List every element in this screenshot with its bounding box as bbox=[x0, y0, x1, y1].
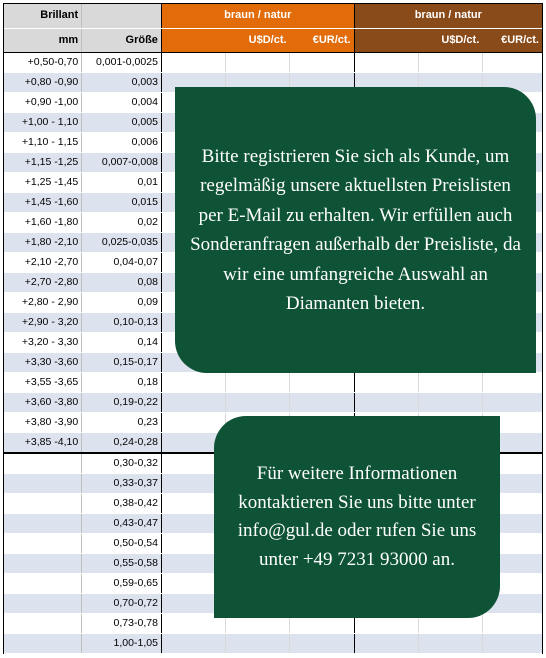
mm-cell: +0,80 -0,90 bbox=[4, 72, 82, 92]
mm-cell: +2,80 - 2,90 bbox=[4, 292, 82, 312]
mm-cell bbox=[4, 573, 82, 593]
mm-cell: +3,20 - 3,30 bbox=[4, 332, 82, 352]
group-header-braun-natur-1: braun / natur bbox=[161, 4, 354, 28]
groesse-cell: 0,50-0,54 bbox=[82, 533, 162, 553]
mm-cell bbox=[4, 593, 82, 613]
mm-cell: +1,00 - 1,10 bbox=[4, 112, 82, 132]
contact-notice-text: Für weitere Informationen kontaktieren Sie uns bitte unter info@gul.de oder rufen Sie uns unter +49 7231 93000 an. bbox=[237, 463, 477, 570]
mm-cell bbox=[4, 633, 82, 653]
groesse-cell: 0,015 bbox=[82, 192, 162, 212]
price-eur-cell bbox=[482, 613, 542, 633]
table-row bbox=[4, 392, 542, 412]
groesse-cell: 0,70-0,72 bbox=[82, 593, 162, 613]
price-cell bbox=[418, 52, 482, 72]
mm-cell bbox=[4, 453, 82, 474]
price-usd-cell bbox=[354, 633, 418, 653]
groesse-cell: 0,73-0,78 bbox=[82, 613, 162, 633]
price-cell bbox=[418, 392, 482, 412]
price-usd-cell bbox=[354, 52, 418, 72]
price-cell bbox=[418, 633, 482, 653]
groesse-cell: 0,001-0,0025 bbox=[82, 52, 162, 72]
mm-cell: +1,60 -1,80 bbox=[4, 212, 82, 232]
groesse-cell: 0,006 bbox=[82, 132, 162, 152]
groesse-cell: 0,38-0,42 bbox=[82, 493, 162, 513]
col-header-usd-2: U$D/ct. bbox=[354, 28, 482, 52]
price-eur-cell bbox=[290, 633, 355, 653]
price-eur-cell bbox=[290, 52, 355, 72]
header-row-2 bbox=[4, 28, 542, 52]
groesse-cell: 0,24-0,28 bbox=[82, 432, 162, 453]
price-cell bbox=[226, 52, 290, 72]
table-row bbox=[4, 633, 542, 653]
mm-cell: +1,45 -1,60 bbox=[4, 192, 82, 212]
price-usd-cell bbox=[161, 52, 225, 72]
groesse-cell: 0,43-0,47 bbox=[82, 513, 162, 533]
price-usd-cell bbox=[161, 372, 225, 392]
col-header-brillant: Brillant bbox=[4, 4, 82, 28]
price-cell bbox=[226, 392, 290, 412]
price-eur-cell bbox=[482, 392, 542, 412]
mm-cell: +1,10 - 1,15 bbox=[4, 132, 82, 152]
mm-cell bbox=[4, 493, 82, 513]
price-eur-cell bbox=[482, 633, 542, 653]
price-usd-cell bbox=[354, 372, 418, 392]
col-header-eur-1: €UR/ct. bbox=[290, 28, 355, 52]
groesse-cell: 0,01 bbox=[82, 172, 162, 192]
groesse-cell: 0,30-0,32 bbox=[82, 453, 162, 474]
groesse-cell: 0,59-0,65 bbox=[82, 573, 162, 593]
groesse-cell: 0,007-0,008 bbox=[82, 152, 162, 172]
groesse-cell: 1,00-1,05 bbox=[82, 633, 162, 653]
mm-cell bbox=[4, 513, 82, 533]
price-cell bbox=[226, 633, 290, 653]
price-cell bbox=[418, 372, 482, 392]
price-eur-cell bbox=[482, 52, 542, 72]
mm-cell bbox=[4, 473, 82, 493]
col-header-eur-2: €UR/ct. bbox=[482, 28, 542, 52]
groesse-cell: 0,09 bbox=[82, 292, 162, 312]
price-eur-cell bbox=[482, 372, 542, 392]
mm-cell: +3,80 -3,90 bbox=[4, 412, 82, 432]
mm-cell bbox=[4, 553, 82, 573]
price-table-sheet bbox=[3, 3, 543, 654]
col-header-mm: mm bbox=[4, 28, 82, 52]
groesse-cell: 0,10-0,13 bbox=[82, 312, 162, 332]
groesse-cell: 0,003 bbox=[82, 72, 162, 92]
groesse-cell: 0,23 bbox=[82, 412, 162, 432]
groesse-cell: 0,33-0,37 bbox=[82, 473, 162, 493]
price-usd-cell bbox=[161, 633, 225, 653]
mm-cell: +3,85 -4,10 bbox=[4, 432, 82, 453]
groesse-cell: 0,18 bbox=[82, 372, 162, 392]
col-header-blank bbox=[82, 4, 162, 28]
col-header-groesse: Größe bbox=[82, 28, 162, 52]
price-cell bbox=[226, 372, 290, 392]
mm-cell: +1,80 -2,10 bbox=[4, 232, 82, 252]
mm-cell: +1,25 -1,45 bbox=[4, 172, 82, 192]
groesse-cell: 0,55-0,58 bbox=[82, 553, 162, 573]
header-row-1 bbox=[4, 4, 542, 28]
groesse-cell: 0,14 bbox=[82, 332, 162, 352]
mm-cell: +3,60 -3,80 bbox=[4, 392, 82, 412]
groesse-cell: 0,15-0,17 bbox=[82, 352, 162, 372]
mm-cell: +2,10 -2,70 bbox=[4, 252, 82, 272]
registration-notice-text: Bitte registrieren Sie sich als Kunde, um regelmäßig unsere aktuellsten Preislisten per E-Mail zu erhalten. Wir erfüllen auch Sonderanfragen außerhalb der Preisliste, da wir eine umfangreiche Auswahl an Diamanten bieten. bbox=[190, 145, 521, 314]
groesse-cell: 0,02 bbox=[82, 212, 162, 232]
group-header-braun-natur-2: braun / natur bbox=[354, 4, 542, 28]
groesse-cell: 0,19-0,22 bbox=[82, 392, 162, 412]
groesse-cell: 0,004 bbox=[82, 92, 162, 112]
registration-notice bbox=[175, 87, 536, 373]
mm-cell bbox=[4, 613, 82, 633]
table-row bbox=[4, 372, 542, 392]
contact-notice bbox=[214, 416, 500, 618]
mm-cell: +2,70 -2,80 bbox=[4, 272, 82, 292]
mm-cell: +1,15 -1,25 bbox=[4, 152, 82, 172]
groesse-cell: 0,08 bbox=[82, 272, 162, 292]
mm-cell: +0,50-0,70 bbox=[4, 52, 82, 72]
mm-cell: +0,90 -1,00 bbox=[4, 92, 82, 112]
groesse-cell: 0,005 bbox=[82, 112, 162, 132]
mm-cell: +2,90 - 3,20 bbox=[4, 312, 82, 332]
col-header-usd-1: U$D/ct. bbox=[161, 28, 289, 52]
mm-cell: +3,30 -3,60 bbox=[4, 352, 82, 372]
groesse-cell: 0,04-0,07 bbox=[82, 252, 162, 272]
price-eur-cell bbox=[290, 372, 355, 392]
mm-cell bbox=[4, 533, 82, 553]
mm-cell: +3,55 -3,65 bbox=[4, 372, 82, 392]
price-usd-cell bbox=[354, 392, 418, 412]
groesse-cell: 0,025-0,035 bbox=[82, 232, 162, 252]
table-row bbox=[4, 52, 542, 72]
price-eur-cell bbox=[290, 392, 355, 412]
price-usd-cell bbox=[161, 412, 225, 432]
price-usd-cell bbox=[161, 392, 225, 412]
